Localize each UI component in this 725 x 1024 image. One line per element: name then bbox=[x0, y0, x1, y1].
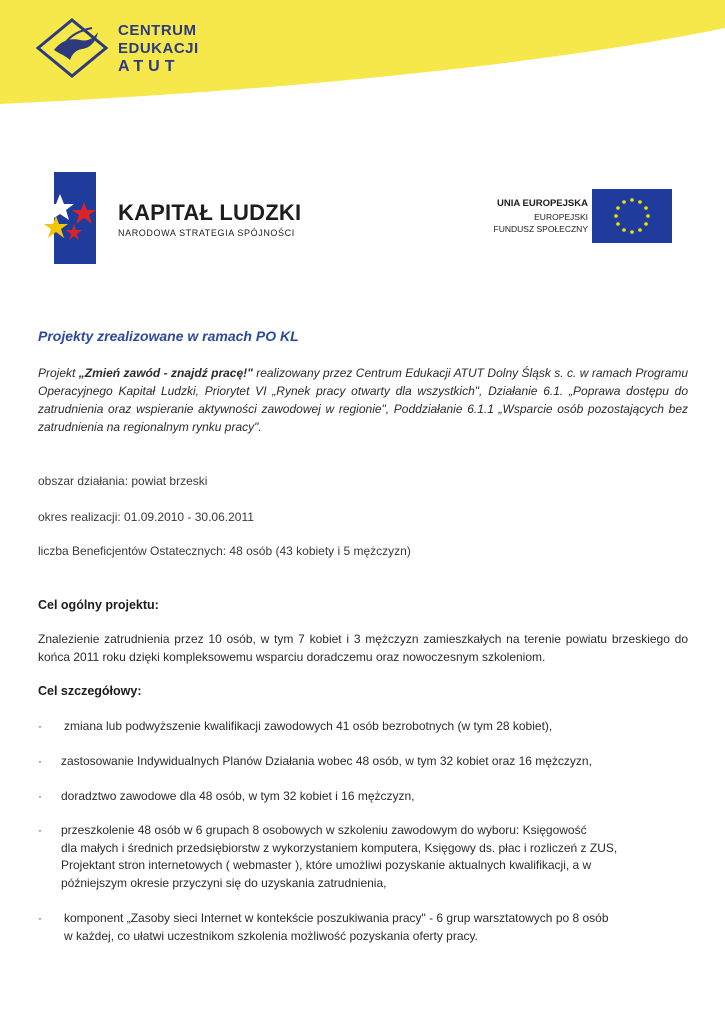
list-item-text: doradztwo zawodowe dla 48 osób, w tym 32 kobiet i 16 mężczyzn, bbox=[61, 789, 415, 803]
eu-line1: UNIA EUROPEJSKA bbox=[497, 198, 588, 209]
project-name: „Zmień zawód - znajdź pracę!" bbox=[78, 366, 253, 380]
bullet-dot: · bbox=[38, 754, 42, 768]
eu-line2: EUROPEJSKI bbox=[534, 212, 588, 222]
bullet-dot: · bbox=[38, 719, 42, 733]
org-name-line2: EDUKACJI bbox=[118, 40, 199, 57]
list-item-text: zastosowanie Indywidualnych Planów Działania wobec 48 osób, w tym 32 kobiet oraz 16 mężczyzn, bbox=[61, 754, 592, 768]
project-beneficiaries: liczba Beneficjentów Ostatecznych: 48 osób (43 kobiety i 5 mężczyzn) bbox=[38, 544, 411, 558]
kapital-ludzki-logo-icon bbox=[40, 172, 102, 264]
project-period: okres realizacji: 01.09.2010 - 30.06.2011 bbox=[38, 510, 254, 524]
org-name bbox=[118, 22, 199, 76]
bullet-dot: · bbox=[38, 911, 42, 925]
kl-subtitle: NARODOWA STRATEGIA SPÓJNOŚCI bbox=[118, 228, 295, 238]
bullet-dot: · bbox=[38, 789, 42, 803]
eu-text bbox=[460, 198, 588, 234]
list-item-text: przeszkolenie 48 osób w 6 grupach 8 osobowych w szkoleniu zawodowym do wyboru: Księgowość dla małych i średnich przedsiębiorstw z wykorzystaniem komputera, Księgowy ds. płac i rozliczeń z ZUS, Projektant stron internetowych ( webmaster ), które umożliwi pozyskanie aktualnych kwalifikacji, a w późniejszym okresie przyczyni się do uzyskania zatrudnienia, bbox=[61, 823, 618, 890]
org-name-line3: ATUT bbox=[118, 58, 180, 75]
general-goal-heading: Cel ogólny projektu: bbox=[38, 598, 159, 612]
list-item-text: zmiana lub podwyższenie kwalifikacji zawodowych 41 osób bezrobotnych (w tym 28 kobiet), bbox=[64, 719, 553, 733]
project-prefix: Projekt bbox=[38, 366, 79, 380]
kapital-ludzki-text bbox=[118, 200, 301, 238]
section-title: Projekty zrealizowane w ramach PO KL bbox=[38, 328, 299, 344]
project-description bbox=[38, 364, 688, 436]
kl-title: KAPITAŁ LUDZKI bbox=[118, 200, 302, 225]
project-description-rest: realizowany przez Centrum Edukacji ATUT Dolny Śląsk s. c. w ramach Programu Operacyjnego Kapitał Ludzki, Priorytet VI „Rynek pracy otwarty dla wszystkich", Działanie 6.1. „Poprawa dostępu do zatrudnienia oraz wspieranie aktywności zawodowej w regionie", Poddziałanie 6.1.1 „Wsparcie osób pozostających bez zatrudnienia na regionalnym rynku pracy". bbox=[38, 366, 689, 434]
bullet-dot: · bbox=[38, 823, 42, 837]
eu-line3: FUNDUSZ SPOŁECZNY bbox=[493, 224, 588, 234]
eu-flag-icon bbox=[592, 189, 672, 243]
detailed-goal-heading: Cel szczegółowy: bbox=[38, 684, 142, 698]
list-item-text: komponent „Zasoby sieci Internet w kontekście poszukiwania pracy" - 6 grup warsztatowych po 8 osób w każdej, co ułatwi uczestnikom szkolenia możliwość pozyskania oferty pracy. bbox=[64, 911, 609, 943]
general-goal-text: Znalezienie zatrudnienia przez 10 osób, w tym 7 kobiet i 3 mężczyzn zamieszkałych na terenie powiatu brzeskiego do końca 2011 roku dzięki kompleksowemu wsparciu doradczemu oraz nowoczesnym szkoleniom. bbox=[38, 632, 688, 664]
atut-logo-icon bbox=[36, 16, 110, 80]
org-name-line1: CENTRUM bbox=[118, 22, 197, 39]
project-area: obszar działania: powiat brzeski bbox=[38, 474, 208, 488]
